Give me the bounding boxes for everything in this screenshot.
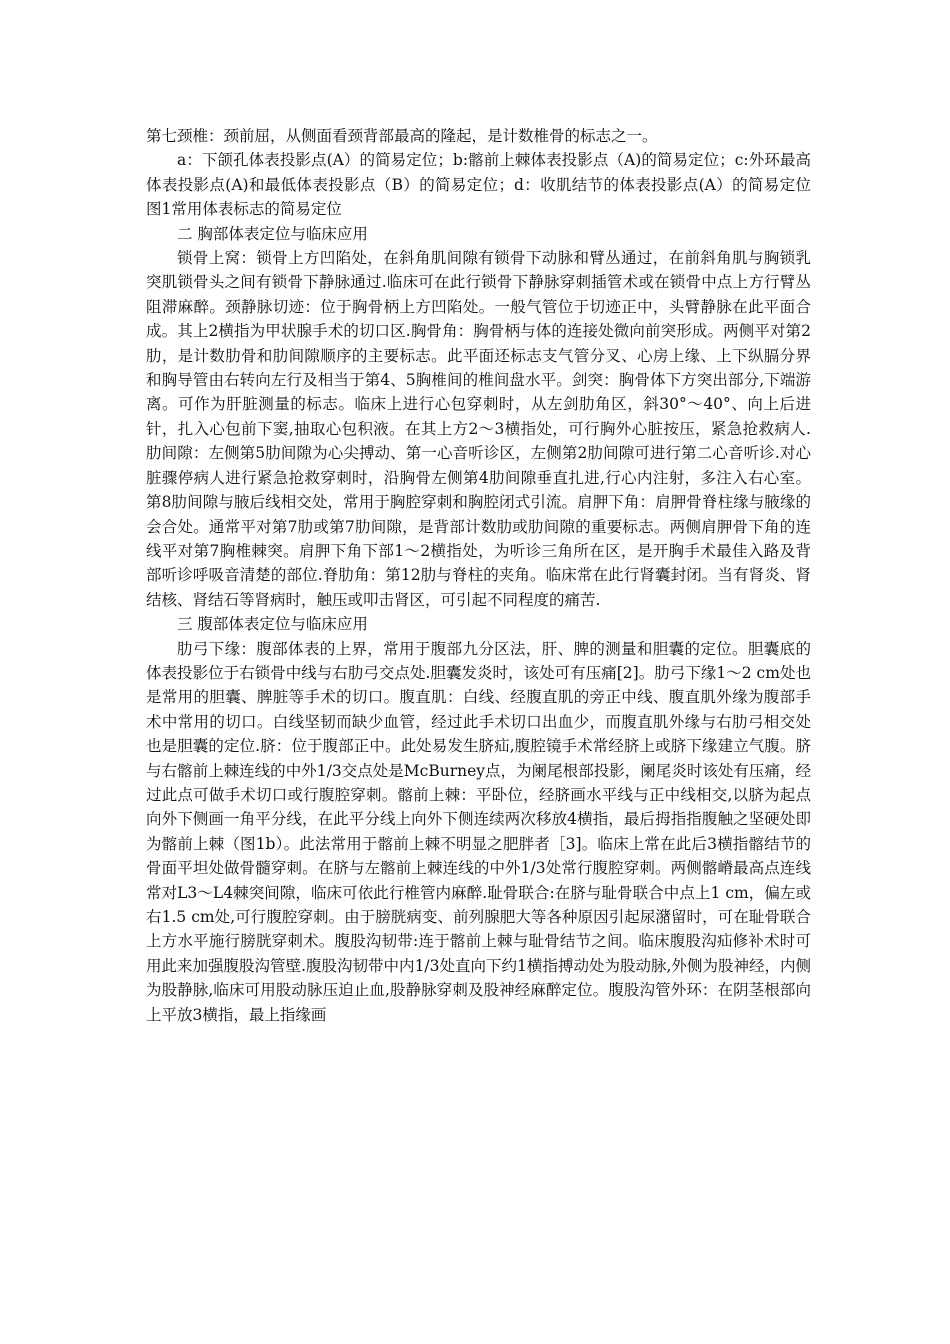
- paragraph-figure-caption: a：下颌孔体表投影点(A）的简易定位；b:髂前上棘体表投影点（A)的简易定位；c:外环最高体表投影点(A)和最低体表投影点（B）的简易定位；d：收肌结节的体表投影点(A）的简易定位图1常用体表标志的简易定位: [146, 151, 811, 219]
- paragraph-chest: 锁骨上窝：锁骨上方凹陷处，在斜角肌间隙有锁骨下动脉和臂丛通过，在前斜角肌与胸锁乳突肌锁骨头之间有锁骨下静脉通过.临床可在此行锁骨下静脉穿刺插管术或在锁骨中点上方行臂丛阻滞麻醉。颈静脉切迹：位于胸骨柄上方凹陷处。一般气管位于切迹正中，头臂静脉在此平面合成。其上2横指为甲状腺手术的切口区.胸骨角：胸骨柄与体的连接处微向前突形成。两侧平对第2肋，是计数肋骨和肋间隙顺序的主要标志。此平面还标志支气管分叉、心房上缘、上下纵膈分界和胸导管由右转向左行及相当于第4、5胸椎间的椎间盘水平。剑突：胸骨体下方突出部分,下端游离。可作为肝脏测量的标志。临床上进行心包穿刺时，从左剑肋角区，斜30°～40°、向上后进针，扎入心包前下窦,抽取心包积液。在其上方2～3横指处，可行胸外心脏按压，紧急抢救病人.肋间隙：左侧第5肋间隙为心尖搏动、第一心音听诊区，左侧第2肋间隙可进行第二心音听诊.对心脏骤停病人进行紧急抢救穿刺时，沿胸骨左侧第4肋间隙垂直扎进,行心内注射，多注入右心室。第8肋间隙与腋后线相交处，常用于胸腔穿刺和胸腔闭式引流。肩胛下角：肩胛骨脊柱缘与腋缘的会合处。通常平对第7肋或第7肋间隙，是背部计数肋或肋间隙的重要标志。两侧肩胛骨下角的连线平对第7胸椎棘突。肩胛下角下部1～2横指处，为听诊三角所在区，是开胸手术最佳入路及背部听诊呼吸音清楚的部位.脊肋角：第12肋与脊柱的夹角。临床常在此行肾囊封闭。当有肾炎、肾结核、肾结石等肾病时，触压或叩击肾区，可引起不同程度的痛苦.: [146, 249, 811, 609]
- paragraph-abdomen: 肋弓下缘：腹部体表的上界，常用于腹部九分区法，肝、脾的测量和胆囊的定位。胆囊底的体表投影位于右锁骨中线与右肋弓交点处.胆囊发炎时，该处可有压痛[2]。肋弓下缘1～2 cm处也是常用的胆囊、脾脏等手术的切口。腹直肌：白线、经腹直肌的旁正中线、腹直肌外缘为腹部手术中常用的切口。白线坚韧而缺少血管，经过此手术切口出血少，而腹直肌外缘与右肋弓相交处也是胆囊的定位.脐：位于腹部正中。此处易发生脐疝,腹腔镜手术常经脐上或脐下缘建立气腹。脐与右髂前上棘连线的中外1/3交点处是McBurney点，为阑尾根部投影，阑尾炎时该处有压痛，经过此点可做手术切口或行腹腔穿刺。髂前上棘：平卧位，经脐画水平线与正中线相交,以脐为起点向外下侧画一角平分线，在此平分线上向外下侧连续两次移放4横指，最后拇指指腹触之坚硬处即为髂前上棘（图1b）。此法常用于髂前上棘不明显之肥胖者［3]。临床上常在此后3横指髂结节的骨面平坦处做骨髓穿刺。在脐与左髂前上棘连线的中外1/3处常行腹腔穿刺。两侧髂嵴最高点连线常对L3～L4棘突间隙，临床可依此行椎管内麻醉.耻骨联合:在脐与耻骨联合中点上1 cm，偏左或右1.5 cm处,可行腹腔穿刺。由于膀胱病变、前列腺肥大等各种原因引起尿潴留时，可在耻骨联合上方水平施行膀胱穿刺术。腹股沟韧带:连于髂前上棘与耻骨结节之间。临床腹股沟疝修补术时可用此来加强腹股沟管壁.腹股沟韧带中内1/3处直向下约1横指搏动处为股动脉,外侧为股神经，内侧为股静脉,临床可用股动脉压迫止血,股静脉穿刺及股神经麻醉定位。腹股沟管外环：在阴茎根部向上平放3横指，最上指缘画: [146, 639, 811, 1024]
- section-heading-abdomen: 三 腹部体表定位与临床应用: [177, 615, 368, 634]
- section-heading-chest: 二 胸部体表定位与临床应用: [177, 224, 368, 243]
- document-body: [146, 124, 811, 1027]
- paragraph-c7: 第七颈椎：颈前屈，从侧面看颈背部最高的隆起，是计数椎骨的标志之一。: [146, 127, 658, 145]
